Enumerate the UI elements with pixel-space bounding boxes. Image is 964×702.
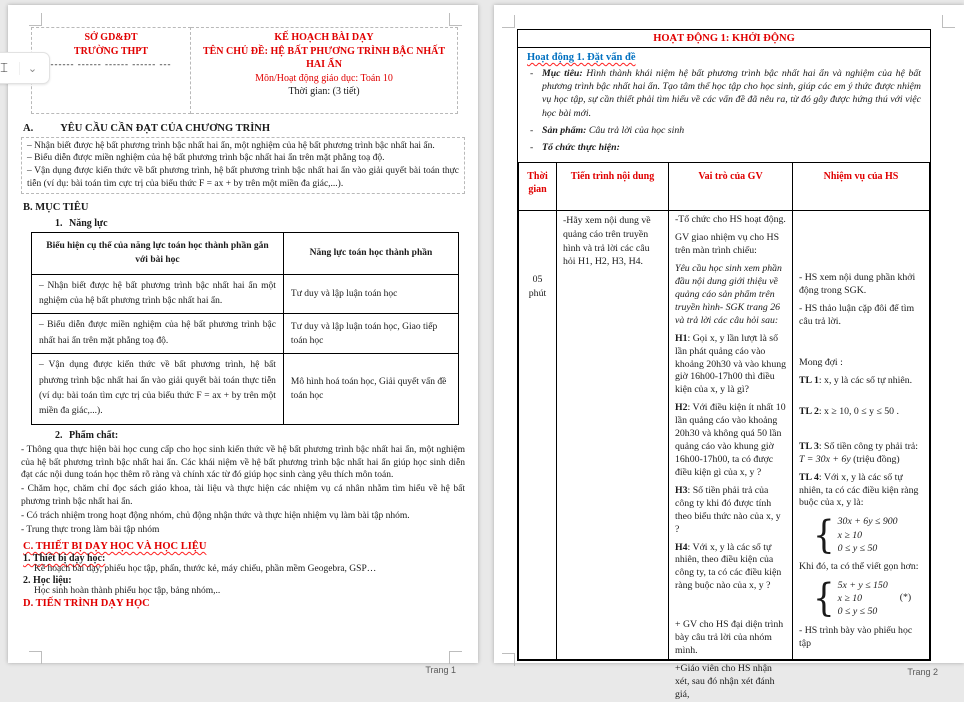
time-value: 05: [532, 274, 543, 286]
page-number-footer: Trang 2: [907, 667, 938, 677]
bullet-dash: -: [530, 142, 534, 154]
bullet-label: Tổ chức thực hiện:: [542, 142, 620, 154]
duration-line: Thời gian: (3 tiết): [288, 86, 360, 97]
hs-paragraph: - HS thảo luận cặp đôi để tìm câu trả lời.: [799, 303, 915, 328]
hs-answer-tl4: [799, 472, 923, 511]
plan-title: KẾ HOẠCH BÀI DẠY: [274, 32, 374, 43]
chevron-down-icon[interactable]: ⌄: [19, 62, 45, 75]
inequality-line: 0 ≤ y ≤ 50: [837, 542, 878, 554]
phamchat-number: 2.: [55, 429, 63, 441]
answer-label: TL 4: [799, 471, 819, 483]
inequality-line: 5x + y ≤ 150: [837, 579, 888, 591]
requirement-item: – Biểu diễn được miền nghiệm của hệ bất phương trình bậc nhất hai ẩn trên mặt phẳng toạ độ.: [27, 153, 385, 164]
bullet-text: Câu trả lời của học sinh: [586, 124, 685, 136]
hs-paragraph: - HS trình bày vào phiếu học tập: [799, 624, 913, 649]
inequality-line: 30x + 6y ≤ 900: [837, 516, 898, 528]
header-truong: TRƯỜNG THPT: [73, 45, 149, 57]
table-row: [32, 274, 459, 314]
hs-answer-tl3: [799, 441, 923, 467]
question-label: H3: [675, 484, 688, 496]
hs-cell: [793, 211, 930, 660]
nangluc-number: 1.: [55, 218, 63, 230]
question-label: H2: [675, 402, 688, 414]
competency-cell: Mô hình hoá toán học, Giải quyết vấn đề toán học: [283, 354, 458, 425]
formula-text: T = 30x + 6y: [799, 453, 851, 465]
activity-table: [517, 29, 931, 700]
section-b-heading: B. MỤC TIÊU: [23, 202, 89, 214]
competency-col2-header: Năng lực toán học thành phần: [283, 233, 458, 275]
competency-cell: Tư duy và lập luận toán học: [283, 274, 458, 314]
formula-unit: (triệu đồng): [850, 453, 900, 465]
phamchat-item: - Trung thực trong làm bài tập nhóm: [21, 525, 160, 536]
equipment-text: Kế hoạch bài dạy, phiếu học tập, phấn, thước kẻ, máy chiếu, phần mềm Geogebra, GSP…: [34, 563, 377, 574]
phamchat-heading: [55, 430, 465, 441]
phamchat-item: - Thông qua thực hiện bài học cung cấp cho học sinh kiến thức về hệ bất phương trình bậc nhất hai ẩn, một nghiệm của hệ bất phương trình bậc nhất hai ẩn. Các khái niệm về hệ bất phương trình bậc nhất hai ẩn giúp học sinh diễn đạt các nội dung toán học thêm rõ ràng và chính xác từ đó giúp học sinh càng yêu thích môn toán.: [21, 444, 465, 481]
phamchat-paragraphs: [21, 444, 465, 537]
table-row: [32, 314, 459, 354]
answer-label: TL 1: [799, 374, 819, 386]
question-text: : Số tiền phải trả của công ty khi đó được tính theo biểu thức nào của x, y ?: [675, 484, 781, 535]
materials-heading: 2. Học liệu:: [23, 574, 72, 586]
question-label: H4: [675, 541, 688, 553]
header-so-gddt: SỞ GD&ĐT: [84, 32, 138, 43]
bullet-label: Sản phẩm:: [542, 124, 587, 136]
phamchat-title: Phẩm chất:: [69, 429, 119, 441]
gv-question-h3: [675, 485, 786, 537]
answer-text: : Số tiền công ty phải trả:: [818, 440, 918, 452]
question-text: : Với điều kiện ít nhất 10 lần quảng cáo vào khoảng 20h30 và không quá 50 lần quảng cáo vào khung giờ 16h00-17h00, ta có được điều kiện gì của x, y ?: [675, 402, 786, 478]
subject-line: Môn/Hoạt động giáo dục: Toán 10: [255, 72, 393, 84]
nangluc-heading: [55, 218, 465, 229]
document-page-1[interactable]: [8, 5, 478, 675]
brace-glyph: {: [813, 576, 835, 621]
requirement-item: – Nhận biết được hệ bất phương trình bậc nhất hai ẩn, một nghiệm của hệ bất phương trình bậc nhất hai ẩn.: [27, 140, 435, 151]
answer-text: : x ≥ 10, 0 ≤ y ≤ 50 .: [818, 405, 899, 417]
header-school-cell: [32, 28, 191, 114]
section-a-title: YÊU CẦU CẦN ĐẠT CỦA CHƯƠNG TRÌNH: [60, 122, 271, 134]
header-title-cell: [191, 28, 458, 114]
section-c-heading: C. THIẾT BỊ DẠY HỌC VÀ HỌC LIỆU: [23, 540, 207, 552]
content-text: -Hãy xem nội dung về quảng cáo trên truyền hình và trả lời các câu hỏi H1, H2, H3, H4.: [563, 215, 651, 268]
answer-label: TL 3: [799, 440, 819, 452]
inequality-line: x ≥ 10: [837, 593, 863, 605]
competency-table: [31, 232, 459, 425]
phamchat-item: - Có trách nhiệm trong hoạt động nhóm, chủ động nhận thức và thực hiện nhiệm vụ làm bài tập nhóm.: [21, 511, 410, 522]
content-cell: [557, 211, 669, 660]
competency-cell: – Biểu diễn được miền nghiệm của hệ bất phương trình bậc nhất hai ẩn trên mặt phẳng toạ độ.: [32, 314, 284, 354]
competency-cell: – Vận dụng được kiến thức về bất phương trình, hệ bất phương trình bậc nhất hai ẩn vào giải quyết bài toán thực tiễn (ví dụ: bài toán tìm cực trị của biểu thức F = ax + by trên một miền đa giác,...).: [32, 354, 284, 425]
crop-mark: [449, 13, 462, 26]
hs-paragraph: Khi đó, ta có thể viết gọn hơn:: [799, 561, 919, 573]
bullet-label: Mục tiêu:: [542, 68, 583, 79]
competency-cell: – Nhận biết được hệ bất phương trình bậc nhất hai ẩn một nghiệm của hệ bất phương trình bậc nhất hai ẩn.: [32, 274, 284, 314]
activity-title-row: [518, 30, 931, 48]
answer-text: : Với x, y là các số tự nhiên, ta có các điều kiện ràng buộc của x, y là:: [799, 471, 919, 509]
table-header-row: [32, 233, 459, 275]
inequality-system-1: [813, 512, 923, 558]
nangluc-title: Năng lực: [69, 218, 108, 230]
question-text: : Với x, y là các số tự nhiên, theo điều kiện của công ty, ta có các điều kiện ràng buộc nào của x, y ?: [675, 541, 782, 592]
activity-body-cell: [518, 48, 931, 700]
question-label: H1: [675, 332, 688, 344]
gv-instruction: Yêu cầu học sinh xem phần đầu nội dung giới thiệu về quảng cáo sản phẩm trên truyền hình- SGK trang 26 và trả lời các câu hỏi sau:: [675, 263, 782, 326]
question-text: : Gọi x, y lần lượt là số lần phát quảng cáo vào khoảng 20h30 và vào khung giờ 16h00-17h00 thì điều kiện của x, y là gì?: [675, 332, 787, 396]
crop-mark: [942, 15, 955, 28]
page-number-footer: Trang 1: [425, 665, 456, 675]
gv-cell: [669, 211, 793, 700]
flow-data-row: [519, 211, 930, 660]
competency-cell: Tư duy và lập luận toán học, Giao tiếp toán học: [283, 314, 458, 354]
inequality-line: 0 ≤ y ≤ 50: [837, 606, 878, 618]
lesson-flow-table: [518, 162, 930, 700]
crop-mark: [29, 13, 42, 26]
hs-expected-label: Mong đợi :: [799, 357, 843, 368]
equipment-heading: [23, 553, 465, 564]
flow-header-row: [519, 163, 930, 211]
requirements-box: [21, 137, 465, 195]
bullet-dash: -: [530, 68, 534, 79]
inequality-system-2: [813, 576, 923, 621]
gv-paragraph: GV giao nhiệm vụ cho HS trên màn trình chiếu:: [675, 232, 780, 257]
col-header-time: Thời gian: [519, 163, 557, 211]
activity-subtitle: Hoạt động 1. Đặt vấn đề: [527, 52, 636, 63]
gv-question-h1: [675, 333, 786, 398]
header-dashes: ------ ------ ------ ------ ---: [50, 59, 172, 69]
gv-paragraph: +Giáo viên cho HS nhận xét, sau đó nhận xét đánh giá,: [675, 662, 775, 700]
text-cursor-floatie[interactable]: [0, 52, 50, 84]
topic-title: TÊN CHỦ ĐỀ: HỆ BẤT PHƯƠNG TRÌNH BẬC NHẤT HAI ẨN: [202, 45, 446, 70]
col-header-content: Tiến trình nội dung: [557, 163, 669, 211]
phamchat-item: - Chăm học, chăm chỉ đọc sách giáo khoa, tài liệu và thực hiện các nhiệm vụ cá nhân nhằm tìm hiểu về hệ bất phương trình bậc nhất hai ẩn.: [21, 484, 465, 508]
bullet-dash: -: [530, 124, 534, 136]
objective-bullet: [527, 67, 921, 120]
text-cursor-icon[interactable]: ⌶: [0, 60, 8, 76]
document-header-table: [31, 27, 458, 114]
section-a-label: A.: [23, 122, 34, 134]
bullet-text: Hình thành khái niệm hệ bất phương trình bậc nhất hai ẩn và nghiệm của hệ bất phương trình bậc nhất hai ẩn. Tạo tâm thế học tập cho học sinh, giúp các em ý thức được nhiệm vụ học tập, sự cần thiết phải tìm hiểu về các vấn đề đã nêu ra, từ đó gây được hứng thú với việc học bài mới.: [542, 68, 921, 119]
requirement-item: – Vận dụng được kiến thức về bất phương trình, hệ bất phương trình bậc nhất hai ẩn vào giải quyết bài toán thực tiễn (ví dụ: bài toán tìm cực trị của biểu thức F = ax + by trên một miền đa giác,...).: [27, 166, 459, 190]
gv-paragraph: -Tổ chức cho HS hoạt động.: [675, 214, 786, 226]
competency-col1-header: Biểu hiện cụ thể của năng lực toán học thành phần gắn với bài học: [32, 233, 284, 275]
time-cell: [519, 211, 557, 660]
gv-question-h2: [675, 402, 786, 480]
inequality-line: x ≥ 10: [837, 529, 863, 541]
answer-label: TL 2: [799, 405, 819, 417]
table-row: [32, 354, 459, 425]
equipment-label: 1. Thiết bị dạy học:: [23, 552, 106, 564]
hs-paragraph: - HS xem nội dung phần khởi động trong SGK.: [799, 272, 916, 297]
crop-mark: [502, 15, 515, 28]
section-a-heading: [23, 123, 465, 134]
gv-question-h4: [675, 542, 786, 594]
organization-bullet: [527, 141, 921, 154]
hs-answer-tl1: [799, 375, 923, 388]
time-unit: phút: [528, 287, 547, 299]
document-page-2[interactable]: [494, 5, 964, 700]
section-d-heading: D. TIẾN TRÌNH DẠY HỌC: [23, 597, 150, 609]
answer-text: : x, y là các số tự nhiên.: [818, 374, 913, 386]
activity-title: HOẠT ĐỘNG 1: KHỞI ĐỘNG: [518, 30, 931, 48]
product-bullet: [527, 124, 921, 137]
col-header-gv: Vai trò của GV: [669, 163, 793, 211]
brace-glyph: {: [813, 512, 835, 558]
materials-text: Học sinh hoàn thành phiếu học tập, bảng nhóm,..: [34, 585, 221, 596]
hs-answer-tl2: [799, 406, 923, 419]
system-note: (*): [899, 592, 912, 604]
activity-body-row: [518, 48, 931, 661]
gv-paragraph: + GV cho HS đại diện trình bày câu trả lời của nhóm mình.: [675, 619, 784, 657]
col-header-hs: Nhiệm vụ của HS: [793, 163, 930, 211]
